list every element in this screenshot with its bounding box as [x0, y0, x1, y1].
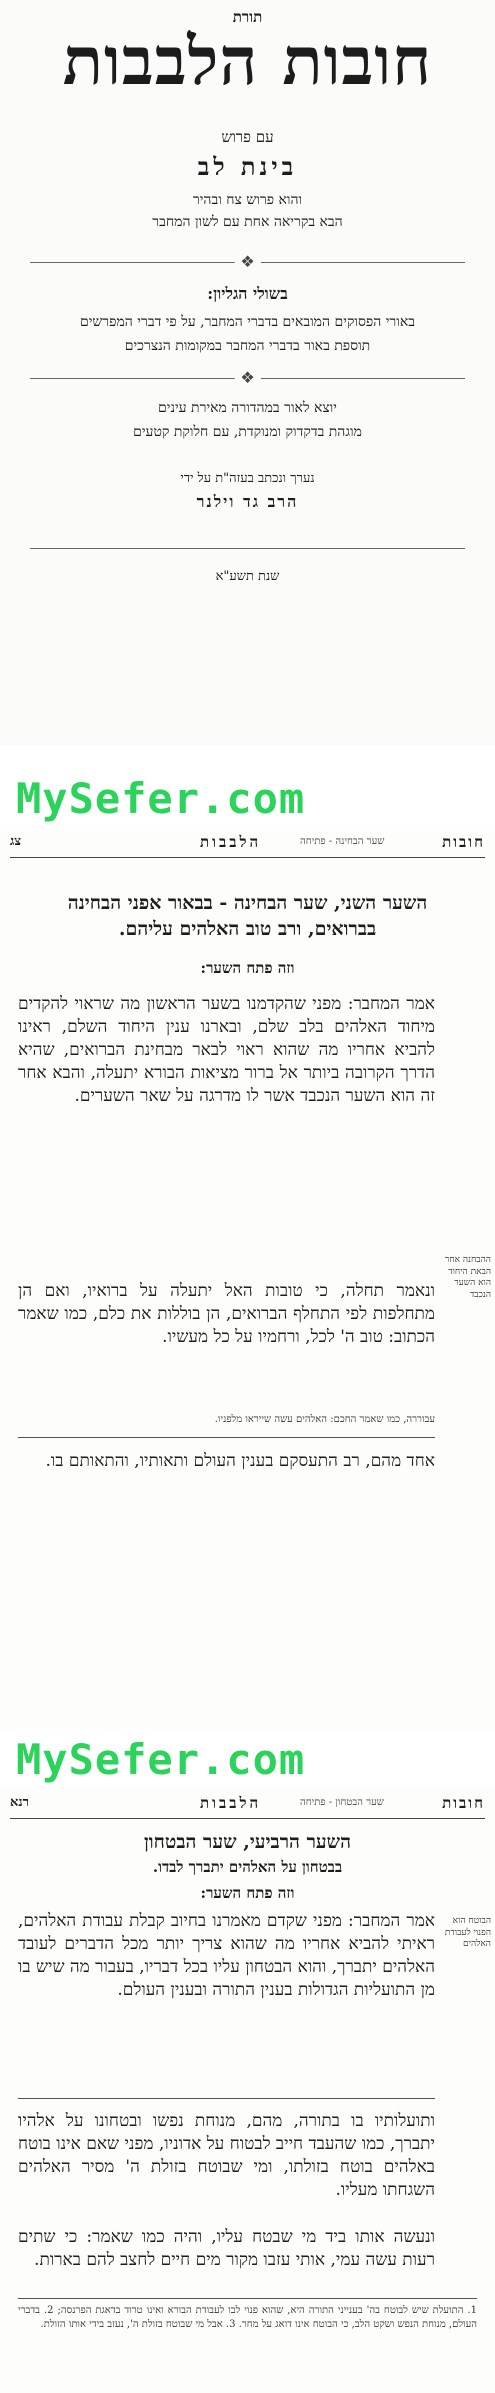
watermark-text: MySefer.com	[16, 774, 306, 823]
paragraph-2: ונאמר תחלה, כי טובות האל יתעלה על ברואיו, ואם הן מתחלפות לפי התחלף הברואים, הן בוללות את כלם, כמו שאמר הכתוב: טוב ה' לכל, ורחמיו על כל מעשיו.	[18, 1281, 435, 1347]
running-header	[10, 1792, 485, 1819]
gate-subtitle: בבטחון על האלהים יתברך לבדו.	[152, 1858, 343, 1876]
main-title: חובות הלבבות	[62, 22, 433, 100]
side-note: הבוטח הוא הפנוי לעבודת האלהים	[444, 1916, 491, 1950]
section-divider	[18, 2098, 435, 2099]
edition-line-1: יוצא לאור במהדורה מאירת עינים	[158, 400, 337, 416]
paragraph-3: ונעשה אותו ביד מי שבטח עליו, והיה כמו שאמר: כי שתים רעות עשה עמי, אותי עזבו מקור מים חיים לחצב להם בארות.	[18, 2227, 435, 2270]
margin-heading: בשולי הגליון:	[207, 284, 288, 303]
header-section-label: שער הבטחון - פתיחה	[300, 1797, 384, 1808]
title-page	[0, 0, 495, 745]
margin-line-1: באורי הפסוקים המובאים בדברי המחבר, על פי דברי המפרשים	[79, 314, 416, 330]
paragraph-1: אמר המחבר: מפני שקדם מאמרנו בחיוב קבלת עבודת האלהים, ראיתי להביא אחריו מה שהוא צריך יותר מכל הדברים לעובד האלהים יתברך, והוא הבטחון עליו בכל דבריו, בעבור מה שיש בו מן התועליות הגדולות בענין התורה ובענין העולם.	[18, 1911, 435, 2000]
section-divider	[18, 1437, 435, 1438]
paragraph-2: ותועלותיו בו בתורה, מהם, מנוחת נפשו ובטחונו על אלהיו יתברך, כמו שהעבד חייב לבטוח על אדוניו, מפני שאם אינו בוטח באלהים בוטח בזולתו, ומי שבוטח בזולת ה' מסיר האלהים השגחתו מעליו.	[18, 2111, 435, 2200]
with-commentary: עם פרוש	[221, 128, 274, 146]
page-footnote: 1. התועלת שיש לבוטח בה' בענייני התורה היא, שהוא פנוי לבו לעבודת הבורא ואינו טרוד בדאגת הפרנסה; 2. בדברי העולם, מנוחת הנפש ושקט הלב, כי הבוטח אינו דואג על מחר. 3. אבל מי שבוטח בזולת ה', נעזב בידי אותו הזולת.	[18, 2305, 478, 2330]
page-footnote: עבוררה, כמו שאמר החכם: האלהים עשה שייראו מלפניו.	[214, 1414, 435, 1425]
header-book-title: הלבבות	[200, 833, 262, 851]
edition-line-2: מוגהת בדקדוק ומנוקדת, עם חלוקת קטעים	[133, 424, 362, 440]
ornament-icon-2: ❖	[234, 368, 260, 387]
paragraph-1: אמר המחבר: מפני שהקדמנו בשער הראשון מה שראוי להקדים מיחוד האלהים בלב שלם, ובארנו ענין היחוד השלם, ראינו להביא אחריו מה שהוא ראוי לבאר מבחינת הברואים, שהיא הדרך הקרובה ביותר אל ברור מציאות הבורא יתעלה, והבא אחר זה הוא השער הנכבד אשר לו מדרגה על שאר השערים.	[18, 994, 435, 1106]
editor-line: נערך ונכתב בעזה"ת על ידי	[180, 471, 315, 486]
gate-title: השער השני, שער הבחינה - בבאור אפני הבחינה בברואים, ורב טוב האלהים עליהם.	[67, 892, 428, 940]
title-top-word: תורת	[232, 8, 263, 26]
header-book-word: חובות	[442, 1794, 485, 1812]
page-number: צג	[10, 834, 22, 849]
editor-name: הרב גד וילנר	[196, 492, 299, 511]
text-page-2	[0, 1786, 495, 2393]
header-book-title: הלבבות	[200, 1794, 262, 1812]
gate-opening: וזה פתח השער:	[200, 959, 295, 977]
commentary-desc-2: הבא בקריאה אחת עם לשון המחבר	[152, 214, 343, 230]
paragraph-3: אחד מהם, רב התעסקם בענין העולם ותאותיו, והתאותם בו.	[45, 1451, 435, 1471]
ornament-rule-3	[30, 548, 465, 549]
margin-line-2: תוספת באור בדברי המחבר במקומות הנצרכים	[124, 338, 371, 354]
text-page-1	[0, 825, 495, 1730]
commentary-name: בינת לב	[197, 152, 298, 181]
publication-year: שנת תשע"א	[215, 569, 280, 584]
ornament-icon-1: ❖	[234, 252, 260, 271]
footnote-divider	[18, 2298, 477, 2299]
header-book-word: חובות	[442, 833, 485, 851]
gate-opening: וזה פתח השער:	[200, 1884, 295, 1902]
page-number: רנא	[10, 1795, 29, 1810]
watermark-text: MySefer.com	[16, 1735, 306, 1784]
side-note: ההבחנה אחר הבאת היחוד הוא השער הנכבד	[444, 1255, 491, 1301]
commentary-desc-1: והוא פרוש צח ובהיר	[192, 192, 303, 208]
running-header	[10, 831, 485, 858]
gate-title: השער הרביעי, שער הבטחון	[143, 1831, 352, 1853]
header-section-label: שער הבחינה - פתיחה	[300, 836, 385, 847]
